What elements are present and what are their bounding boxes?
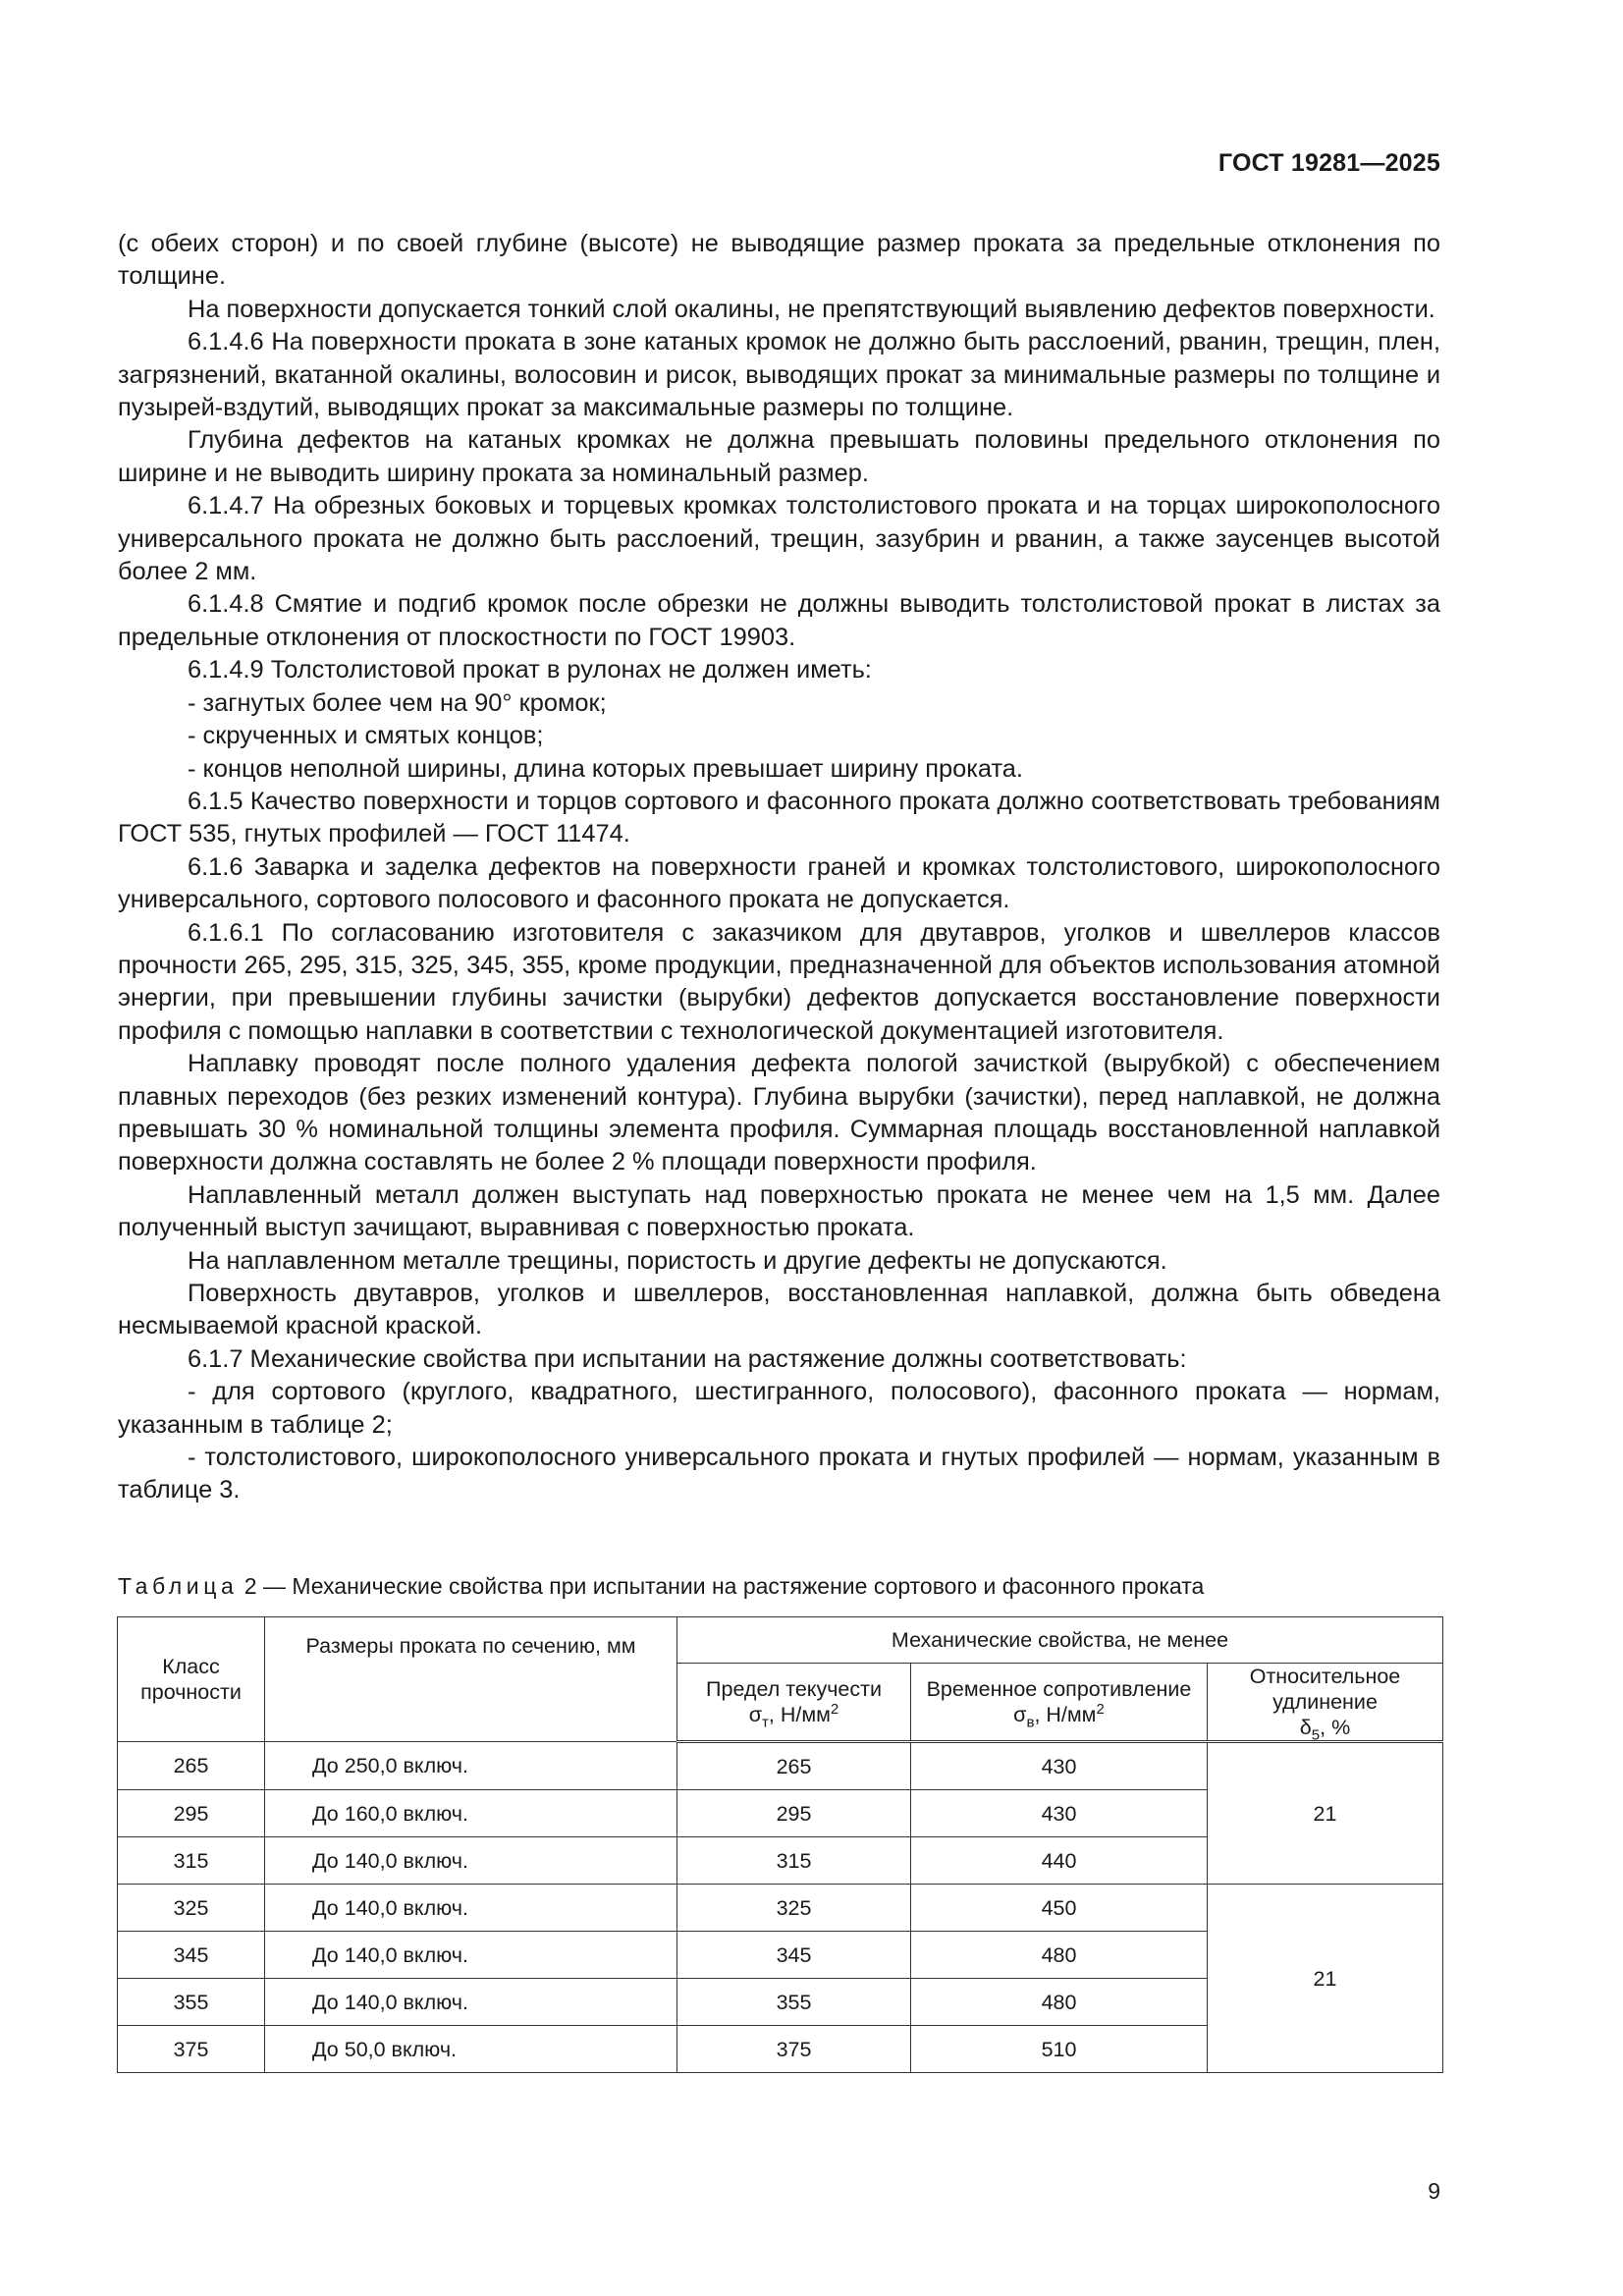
cell-yield: 345 [677,1932,911,1979]
header-tensile: Временное сопротивление $\sigma_в$, $Н/мм^2$ [911,1664,1208,1742]
cell-tensile: 430 [911,1742,1208,1790]
cell-class: 265 [118,1742,265,1790]
paragraph: 6.1.7 Механические свойства при испытании на растяжение должны соответствовать: [188,1344,1187,1373]
paragraph: Поверхность двутавров, уголков и швеллеров, восстановленная наплавкой, должна быть обведена несмываемой красной краской. [118,1280,1440,1340]
cell-tensile: 480 [911,1979,1208,2026]
list-item: - толстолистового, широкополосного универсального проката и гнутых профилей — нормам, указанным в таблице 3. [118,1444,1440,1504]
table-row [118,1742,1443,1790]
paragraph: Глубина дефектов на катаных кромках не должна превышать половины предельного отклонения по ширине и не выводить ширину проката за номинальный размер. [118,426,1440,487]
cell-yield: 265 [677,1742,911,1790]
paragraph: 6.1.4.9 Толстолистовой прокат в рулонах не должен иметь: [188,656,872,684]
cell-size: До 160,0 включ. [265,1790,677,1837]
cell-class: 375 [118,2026,265,2073]
cell-size: До 140,0 включ. [265,1837,677,1885]
paragraph: (с обеих сторон) и по своей глубине (высоте) не выводящие размер проката за предельные отклонения по толщине. [118,230,1440,291]
cell-yield: 375 [677,2026,911,2073]
cell-size: До 250,0 включ. [265,1742,677,1790]
mechanical-properties-table [117,1616,1443,2073]
list-item: - для сортового (круглого, квадратного, шестигранного, полосового), фасонного проката — нормам, указанным в таблице 2; [118,1378,1440,1439]
cell-elongation-group: 21 [1208,1885,1443,2073]
cell-size: До 140,0 включ. [265,1979,677,2026]
header-size: Размеры проката по сечению, мм [265,1617,677,1742]
cell-yield: 355 [677,1979,911,2026]
table-row [118,1885,1443,1932]
header-class: Класс прочности [118,1617,265,1742]
cell-yield: 295 [677,1790,911,1837]
paragraph: Наплавку проводят после полного удаления дефекта пологой зачисткой (вырубкой) с обеспечением плавных переходов (без резких изменений контура). Глубина вырубки (зачистки), перед наплавкой, не должна превышать 30 % номинальной толщины элемента профиля. Суммарная площадь восстановленной наплавкой поверхности должна составлять не более 2 % площади поверхности профиля. [118,1050,1440,1176]
cell-tensile: 480 [911,1932,1208,1979]
cell-tensile: 510 [911,2026,1208,2073]
header-yield: Предел текучести $\sigma_т$, $Н/мм^2$ [677,1664,911,1742]
paragraph: 6.1.6.1 По согласованию изготовителя с заказчиком для двутавров, уголков и швеллеров классов прочности 265, 295, 315, 325, 345, 355, кроме продукции, предназначенной для объектов использования атомной энергии, при превышении глубины зачистки (вырубки) дефектов допускается восстановление поверхности профиля с помощью наплавки в соответствии с технологической документацией изготовителя. [118,918,1440,1045]
header-mech-group: Механические свойства, не менее [677,1617,1443,1664]
cell-class: 315 [118,1837,265,1885]
paragraph: На поверхности допускается тонкий слой окалины, не препятствующий выявлению дефектов поверхности. [188,295,1435,323]
list-item: - загнутых более чем на 90° кромок; [188,688,607,717]
list-item: - скрученных и смятых концов; [188,722,544,750]
cell-class: 345 [118,1932,265,1979]
document-code-header: ГОСТ 19281—2025 [1217,149,1440,177]
cell-yield: 315 [677,1837,911,1885]
paragraph: 6.1.4.6 На поверхности проката в зоне катаных кромок не должно быть расслоений, рванин, трещин, плен, загрязнений, вкатанной окалины, волосовин и рисок, выводящих прокат за минимальные размеры по толщине и пузырей-вздутий, выводящих прокат за максимальные размеры по толщине. [118,328,1440,422]
cell-size: До 140,0 включ. [265,1885,677,1932]
paragraph: 6.1.4.7 На обрезных боковых и торцевых кромках толстолистового проката и на торцах широкополосного универсального проката не должно быть расслоений, трещин, зазубрин и рванин, а также заусенцев высотой более 2 мм. [118,492,1440,586]
body-text [118,228,1440,1507]
cell-tensile: 430 [911,1790,1208,1837]
paragraph: На наплавленном металле трещины, пористость и другие дефекты не допускаются. [188,1246,1167,1275]
table-caption-text: 2 — Механические свойства при испытании на растяжение сортового и фасонного проката [243,1573,1205,1599]
header-elongation: Относительное удлинение $\delta_5$, % [1208,1664,1443,1742]
table-caption-prefix: Таблица [118,1573,239,1599]
cell-class: 325 [118,1885,265,1932]
cell-tensile: 440 [911,1837,1208,1885]
cell-size: До 50,0 включ. [265,2026,677,2073]
paragraph: 6.1.4.8 Смятие и подгиб кромок после обрезки не должны выводить толстолистовой прокат в листах за предельные отклонения от плоскостности по ГОСТ 19903. [118,590,1440,651]
cell-tensile: 450 [911,1885,1208,1932]
cell-size: До 140,0 включ. [265,1932,677,1979]
paragraph: 6.1.5 Качество поверхности и торцов сортового и фасонного проката должно соответствовать требованиям ГОСТ 535, гнутых профилей — ГОСТ 11474. [118,787,1440,848]
list-item: - концов неполной ширины, длина которых превышает ширину проката. [188,754,1023,783]
cell-elongation-group: 21 [1208,1742,1443,1885]
table-caption [118,1571,1453,1601]
page-number: 9 [1428,2178,1440,2204]
cell-class: 355 [118,1979,265,2026]
paragraph: Наплавленный металл должен выступать над поверхностью проката не менее чем на 1,5 мм. Далее полученный выступ зачищают, выравнивая с поверхностью проката. [118,1180,1440,1242]
paragraph: 6.1.6 Заварка и заделка дефектов на поверхности граней и кромках толстолистового, широкополосного универсального, сортового полосового и фасонного проката не допускается. [118,852,1440,914]
cell-class: 295 [118,1790,265,1837]
cell-yield: 325 [677,1885,911,1932]
